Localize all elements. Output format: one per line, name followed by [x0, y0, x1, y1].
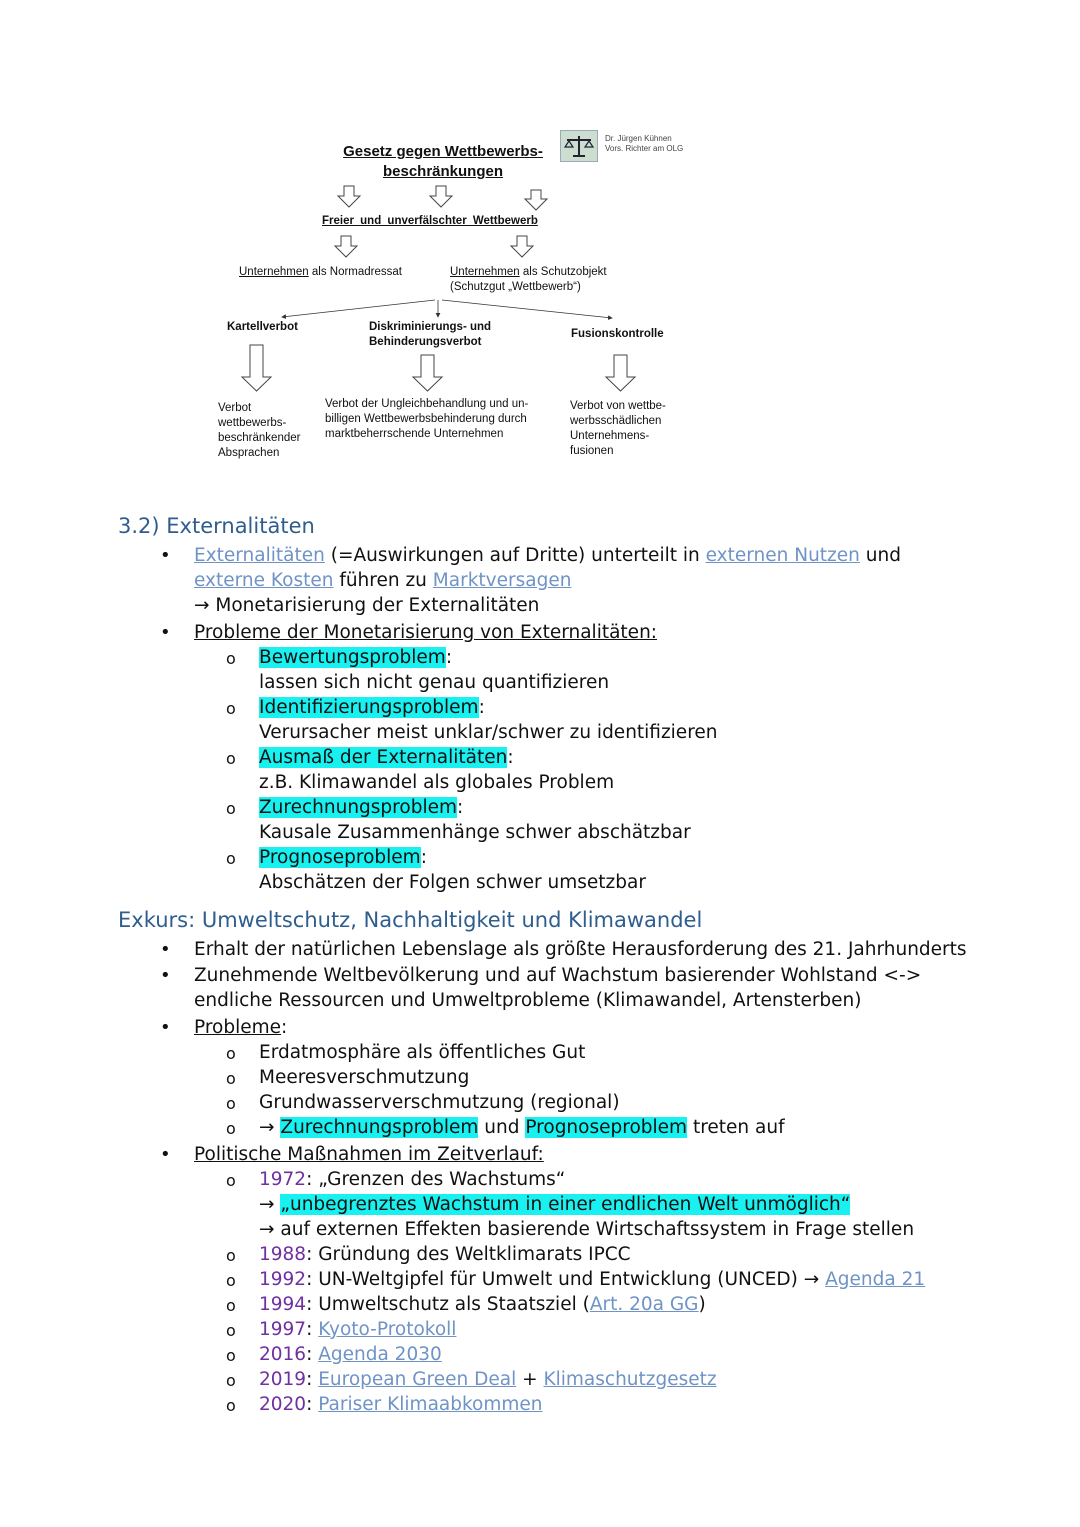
section-heading-exkurs: Exkurs: Umweltschutz, Nachhaltigkeit und Klimawandel — [118, 908, 703, 932]
circle-bullet: o — [226, 1069, 236, 1088]
link-marktversagen[interactable]: Marktversagen — [432, 570, 572, 591]
hollow-arrow — [430, 186, 452, 207]
circle-bullet: o — [226, 849, 236, 868]
massnahme-text: : UN-Weltgipfel für Umwelt und Entwicklung (UNCED) → — [306, 1269, 826, 1290]
massnahme-1988 — [259, 1242, 631, 1267]
col1-text-line: beschränkender — [218, 432, 301, 444]
col2-heading-line1: Diskriminierungs- und — [369, 321, 492, 333]
massnahme-2020 — [259, 1392, 543, 1417]
diagram-title-line1: Gesetz gegen Wettbewerbs- — [343, 143, 543, 160]
plus-text: + — [516, 1369, 544, 1390]
col2-heading-line2: Behinderungsverbot — [369, 336, 482, 348]
circle-bullet: o — [226, 1296, 236, 1315]
circle-bullet: o — [226, 1396, 236, 1415]
circle-bullet: o — [226, 799, 236, 818]
exkurs-b2-line2: endliche Ressourcen und Umweltprobleme (Klimawandel, Artensterben) — [194, 990, 862, 1011]
link-externen-nutzen[interactable]: externen Nutzen — [705, 545, 860, 566]
diagram-arrows — [0, 0, 1080, 480]
bullet-dot: • — [160, 939, 171, 960]
col3-heading: Fusionskontrolle — [571, 328, 664, 340]
link-european-green-deal[interactable]: European Green Deal — [318, 1369, 517, 1390]
massnahme-1972-quote — [259, 1192, 850, 1217]
hollow-arrow — [335, 236, 357, 257]
left-branch-rest: als Normadressat — [308, 266, 402, 278]
problem-desc: Kausale Zusammenhänge schwer abschätzbar — [259, 822, 691, 843]
problem-label-hl: Bewertungsproblem — [259, 647, 446, 668]
year-label: 1972 — [259, 1169, 307, 1190]
credit-name: Dr. Jürgen Kühnen — [605, 134, 672, 143]
exkurs-problem-item: Meeresverschmutzung — [259, 1067, 470, 1088]
problem-label-hl: Zurechnungsproblem — [259, 797, 457, 818]
section-heading-externalitaeten: 3.2) Externalitäten — [118, 514, 315, 538]
exkurs-problem-item — [259, 1115, 785, 1140]
circle-bullet: o — [226, 649, 236, 668]
diagram-credit — [605, 134, 683, 154]
link-kyoto-protokoll[interactable]: Kyoto-Protokoll — [318, 1319, 457, 1340]
link-externalitaeten[interactable]: Externalitäten — [194, 545, 325, 566]
massnahme-2016 — [259, 1342, 442, 1367]
year-label: 1997 — [259, 1319, 307, 1340]
exkurs-probleme-heading: Probleme: — [194, 1017, 288, 1038]
hollow-arrow — [338, 186, 360, 207]
massnahme-1994 — [259, 1292, 706, 1317]
problem-label: Bewertungsproblem: — [259, 647, 453, 668]
col2-text-line: billigen Wettbewerbsbehinderung durch — [325, 413, 527, 425]
exkurs-probleme-label: Probleme — [194, 1017, 282, 1038]
hollow-arrow — [242, 345, 271, 391]
hollow-arrow — [413, 355, 442, 391]
ext-line3: → Monetarisierung der Externalitäten — [194, 595, 540, 616]
left-branch-underlined: Unternehmen — [239, 266, 309, 278]
problem-desc: lassen sich nicht genau quantifizieren — [259, 672, 610, 693]
problem-desc: Abschätzen der Folgen schwer umsetzbar — [259, 872, 646, 893]
problem-label: Prognoseproblem: — [259, 847, 427, 868]
link-agenda-21[interactable]: Agenda 21 — [825, 1269, 926, 1290]
col1-text-line: Absprachen — [218, 447, 280, 459]
ext-text2: und — [859, 545, 901, 566]
link-externe-kosten[interactable]: externe Kosten — [194, 570, 334, 591]
right-branch-line2: (Schutzgut „Wettbewerb“) — [450, 281, 581, 293]
massnahme-text: : Gründung des Weltklimarats IPCC — [306, 1244, 631, 1265]
link-pariser-klimaabkommen[interactable]: Pariser Klimaabkommen — [318, 1394, 543, 1415]
ext-line2 — [194, 568, 571, 593]
col2-text-line: marktbeherrschende Unternehmen — [325, 428, 504, 440]
bullet-dot: • — [160, 545, 171, 566]
diagram-title-line2: beschränkungen — [382, 163, 504, 180]
hollow-arrow — [511, 236, 533, 257]
year-label: 2020 — [259, 1394, 307, 1415]
highlight-quote: „unbegrenztes Wachstum in einer endlichen Welt unmöglich“ — [280, 1194, 851, 1215]
col2-heading — [369, 320, 491, 350]
diagram-title — [326, 142, 560, 182]
right-branch-rest: als Schutzobjekt — [519, 266, 607, 278]
problem-label: Identifizierungsproblem: — [259, 697, 485, 718]
circle-bullet: o — [226, 1119, 236, 1138]
link-agenda-2030[interactable]: Agenda 2030 — [318, 1344, 442, 1365]
year-label: 1988 — [259, 1244, 307, 1265]
col3-text — [570, 399, 666, 459]
right-branch-underlined: Unternehmen — [450, 266, 520, 278]
circle-bullet: o — [226, 1271, 236, 1290]
col1-text-line: Verbot — [218, 402, 252, 414]
credit-title: Vors. Richter am OLG — [605, 144, 684, 153]
problem-label-hl: Prognoseproblem — [259, 847, 421, 868]
massnahmen-heading: Politische Maßnahmen im Zeitverlauf: — [194, 1144, 544, 1165]
col1-heading: Kartellverbot — [227, 321, 298, 333]
line-arrow — [442, 300, 612, 318]
text-treten-auf: treten auf — [687, 1117, 785, 1138]
bullet-dot: • — [160, 1017, 171, 1038]
year-label: 1992 — [259, 1269, 307, 1290]
col2-text — [325, 397, 528, 442]
circle-bullet: o — [226, 1094, 236, 1113]
text-und: und — [478, 1117, 526, 1138]
exkurs-problem-item: Grundwasserverschmutzung (regional) — [259, 1092, 620, 1113]
bullet-dot: • — [160, 1144, 171, 1165]
problem-label-hl: Identifizierungsproblem — [259, 697, 479, 718]
circle-bullet: o — [226, 1321, 236, 1340]
circle-bullet: o — [226, 699, 236, 718]
problem-label: Zurechnungsproblem: — [259, 797, 464, 818]
bullet-dot: • — [160, 622, 171, 643]
highlight-prognoseproblem: Prognoseproblem — [525, 1117, 688, 1138]
massnahme-1972 — [259, 1167, 565, 1192]
separator: : — [306, 1344, 319, 1365]
hollow-arrow — [606, 355, 635, 391]
circle-bullet: o — [226, 1044, 236, 1063]
ext-text1: (=Auswirkungen auf Dritte) unterteilt in — [324, 545, 706, 566]
gwb-diagram — [0, 0, 1080, 480]
hollow-arrow — [525, 190, 547, 210]
line-arrow — [282, 300, 435, 317]
highlight-zurechnungsproblem: Zurechnungsproblem — [280, 1117, 479, 1138]
massnahme-text: : „Grenzen des Wachstums“ — [306, 1169, 566, 1190]
diagram-subtitle: Freier und unverfälschter Wettbewerb — [322, 215, 538, 227]
circle-bullet: o — [226, 1371, 236, 1390]
exkurs-problem-item: Erdatmosphäre als öffentliches Gut — [259, 1042, 586, 1063]
circle-bullet: o — [226, 1246, 236, 1265]
ext-line1 — [194, 543, 901, 568]
col2-text-line: Verbot der Ungleichbehandlung und un- — [325, 398, 529, 410]
exkurs-b1: Erhalt der natürlichen Lebenslage als größte Herausforderung des 21. Jahrhunderts — [194, 939, 967, 960]
link-art-20a-gg[interactable]: Art. 20a GG — [589, 1294, 699, 1315]
col1-text-line: wettbewerbs- — [218, 417, 287, 429]
massnahme-1972-line3: → auf externen Effekten basierende Wirtschaftssystem in Frage stellen — [259, 1219, 915, 1240]
col3-text-line: werbsschädlichen — [570, 415, 662, 427]
arrow-text: → — [259, 1194, 281, 1215]
separator: : — [306, 1394, 319, 1415]
scales-of-justice-icon — [560, 130, 598, 162]
col1-text — [218, 401, 300, 461]
separator: : — [306, 1369, 319, 1390]
massnahme-1997 — [259, 1317, 456, 1342]
problem-desc: Verursacher meist unklar/schwer zu identifizieren — [259, 722, 718, 743]
problem-label-hl: Ausmaß der Externalitäten — [259, 747, 508, 768]
arrow-text: → — [259, 1117, 281, 1138]
col3-text-line: Unternehmens- — [570, 430, 650, 442]
closing-paren: ) — [698, 1294, 706, 1315]
circle-bullet: o — [226, 749, 236, 768]
right-branch-label — [450, 265, 607, 295]
circle-bullet: o — [226, 1346, 236, 1365]
col3-text-line: fusionen — [570, 445, 614, 457]
year-label: 2016 — [259, 1344, 307, 1365]
problem-desc: z.B. Klimawandel als globales Problem — [259, 772, 615, 793]
problem-label: Ausmaß der Externalitäten: — [259, 747, 514, 768]
year-label: 2019 — [259, 1369, 307, 1390]
massnahme-2019 — [259, 1367, 717, 1392]
exkurs-b2-line1: Zunehmende Weltbevölkerung und auf Wachstum basierender Wohlstand <-> — [194, 965, 922, 986]
bullet-dot: • — [160, 965, 171, 986]
separator: : — [306, 1319, 319, 1340]
year-label: 1994 — [259, 1294, 307, 1315]
col3-text-line: Verbot von wettbe- — [570, 400, 666, 412]
probleme-heading: Probleme der Monetarisierung von Externalitäten: — [194, 622, 658, 643]
massnahme-1992 — [259, 1267, 925, 1292]
massnahme-text: : Umweltschutz als Staatsziel ( — [306, 1294, 590, 1315]
ext-text3: führen zu — [333, 570, 433, 591]
circle-bullet: o — [226, 1171, 236, 1190]
link-klimaschutzgesetz[interactable]: Klimaschutzgesetz — [543, 1369, 717, 1390]
left-branch-label — [239, 265, 402, 280]
